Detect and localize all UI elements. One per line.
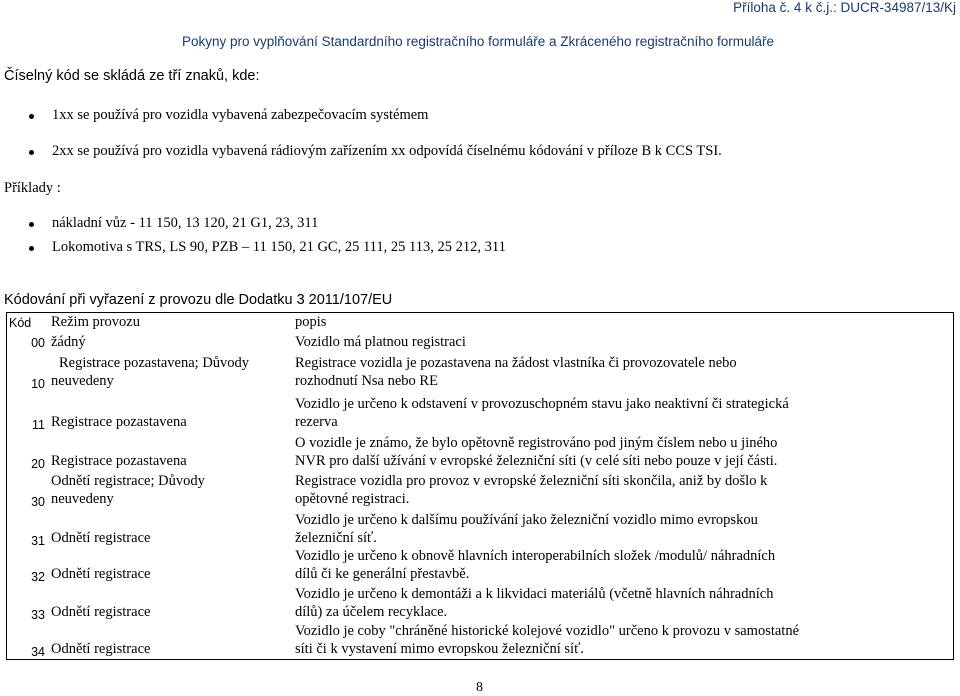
examples-heading: Příklady :: [4, 180, 61, 196]
example-item: nákladní vůz - 11 150, 13 120, 21 G1, 23, 311: [52, 215, 319, 231]
table-row: [7, 332, 953, 352]
row-mode: Odnětí registrace: [51, 604, 151, 620]
row-description: Vozidlo je určeno k odstavení v provozuschopném stavu jako neaktivní či strategická: [295, 396, 789, 412]
row-description-cont: opětovné registraci.: [295, 491, 410, 507]
rule-item: 2xx se používá pro vozidla vybavená rádiovým zařízením xx odpovídá číselnému kódování v příloze B k CCS TSI.: [52, 143, 722, 159]
bullet-icon: [29, 246, 34, 251]
row-mode: Registrace pozastavena; Důvody: [59, 355, 250, 371]
row-mode: Odnětí registrace; Důvody: [51, 473, 205, 489]
row-mode: Odnětí registrace: [51, 566, 151, 582]
coding-heading: Kódování při vyřazení z provozu dle Dodatku 3 2011/107/EU: [4, 292, 393, 308]
row-description: Registrace vozidla pro provoz v evropské železniční síti skončila, aniž by došlo k: [295, 473, 768, 489]
row-code: 11: [32, 418, 45, 432]
table-row: [7, 394, 953, 434]
table-row: [7, 471, 953, 511]
row-code: 30: [31, 495, 45, 509]
row-description-cont: síti či k vystavení mimo evropskou železniční síť.: [295, 641, 584, 657]
row-mode-cont: neuvedeny: [51, 491, 114, 507]
row-description: O vozidle je známo, že bylo opětovně registrováno pod jiným číslem nebo u jiného: [295, 435, 778, 451]
table-row: [7, 433, 953, 473]
document-reference: Příloha č. 4 k č.j.: DUCR-34987/13/Kj: [733, 0, 956, 15]
intro-text: Číselný kód se skládá ze tří znaků, kde:: [4, 68, 260, 84]
row-code: 20: [31, 457, 45, 471]
row-code: 32: [31, 570, 45, 584]
table-row: [7, 622, 953, 660]
decommission-code-table: [6, 312, 954, 660]
header-mode: Režim provozu: [51, 314, 140, 330]
header-code: Kód: [9, 316, 32, 330]
table-row: [7, 546, 953, 586]
row-description-cont: rezerva: [295, 414, 338, 430]
table-row: [7, 584, 953, 624]
row-mode: žádný: [51, 334, 86, 350]
row-code: 33: [31, 608, 45, 622]
row-description-cont: rozhodnutí Nsa nebo RE: [295, 373, 438, 389]
bullet-icon: [29, 222, 34, 227]
row-description: Vozidlo je určeno k obnově hlavních interoperabilních složek /modulů/ náhradních: [295, 548, 776, 564]
row-description: Vozidlo je coby "chráněné historické kolejové vozidlo" určeno k provozu v samostatné: [295, 623, 800, 639]
row-mode: Odnětí registrace: [51, 530, 151, 546]
row-description: Vozidlo je určeno k demontáži a k likvidaci materiálů (včetně hlavních náhradních: [295, 586, 774, 602]
table-row: [7, 353, 953, 393]
row-description: Vozidlo je určeno k dalšímu používání jako železniční vozidlo mimo evropskou: [295, 512, 758, 528]
example-item: Lokomotiva s TRS, LS 90, PZB – 11 150, 21 GC, 25 111, 25 113, 25 212, 311: [52, 239, 506, 255]
row-code: 00: [31, 336, 45, 350]
row-code: 34: [31, 645, 45, 659]
row-code: 10: [31, 377, 45, 391]
row-mode: Registrace pozastavena: [51, 453, 187, 469]
row-description: Registrace vozidla je pozastavena na žádost vlastníka či provozovatele nebo: [295, 355, 737, 371]
row-description-cont: dílů či ke generální přestavbě.: [295, 566, 470, 582]
row-description-cont: železniční síť.: [295, 530, 377, 546]
document-subtitle: Pokyny pro vyplňování Standardního registračního formuláře a Zkráceného registračního formuláře: [182, 34, 775, 49]
page-number: 8: [476, 680, 483, 695]
row-mode: Registrace pozastavena: [51, 414, 187, 430]
bullet-icon: [29, 114, 34, 119]
row-description-cont: NVR pro další užívání v evropské železniční síti (v celé síti nebo pouze v její části.: [295, 453, 778, 469]
row-mode-cont: neuvedeny: [51, 373, 114, 389]
rule-item: 1xx se používá pro vozidla vybavená zabezpečovacím systémem: [52, 107, 429, 123]
row-description-cont: dílů) za účelem recyklace.: [295, 604, 448, 620]
bullet-icon: [29, 150, 34, 155]
table-header-row: [7, 313, 953, 331]
row-description: Vozidlo má platnou registraci: [295, 334, 466, 350]
table-row: [7, 510, 953, 550]
header-description: popis: [295, 314, 327, 330]
row-code: 31: [31, 534, 45, 548]
row-mode: Odnětí registrace: [51, 641, 151, 657]
